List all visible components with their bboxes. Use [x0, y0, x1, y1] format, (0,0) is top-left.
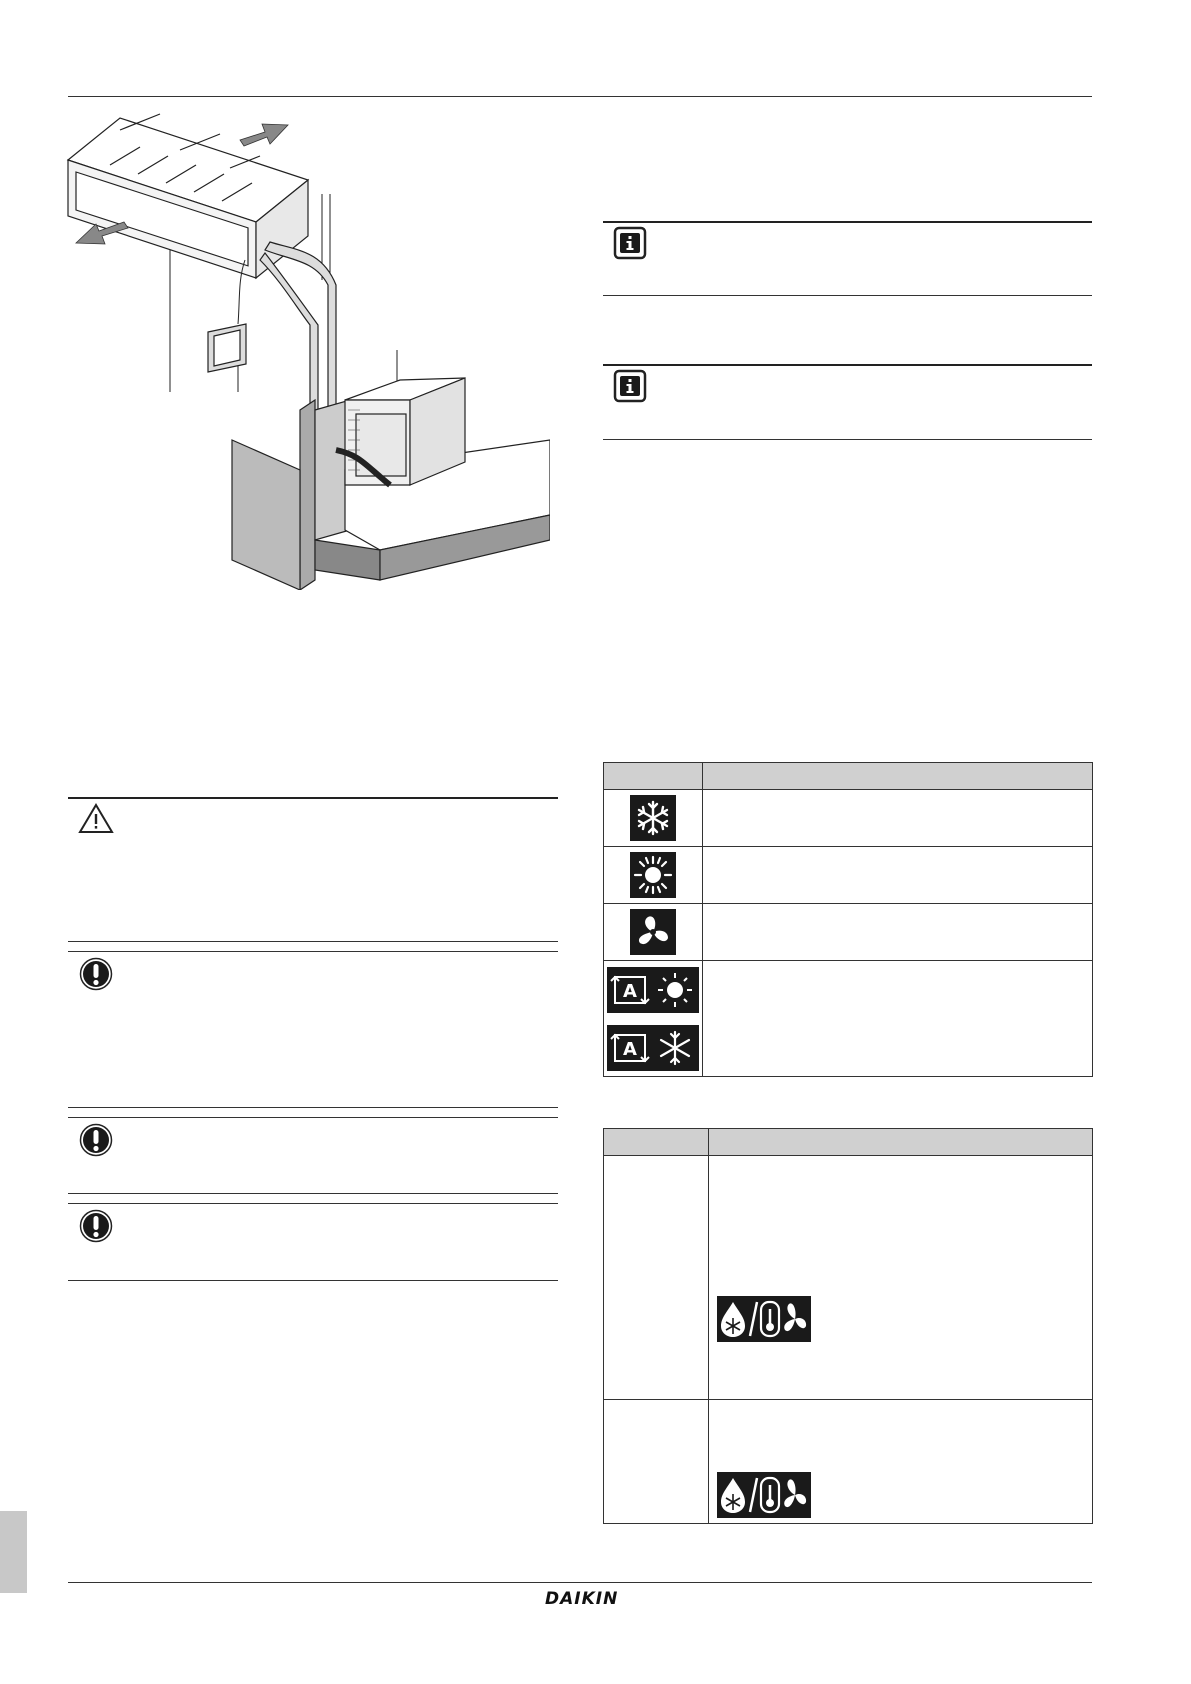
mode-description — [703, 961, 1093, 1077]
exclamation-circle-icon — [79, 1209, 113, 1243]
table-header-function — [604, 1129, 709, 1156]
header-rule — [68, 96, 1092, 97]
caution-rule-top-3 — [68, 1203, 558, 1204]
function-label — [604, 1400, 709, 1524]
note-rule-bottom-1 — [603, 295, 1092, 296]
section-side-tab — [0, 1511, 27, 1593]
warning-triangle-icon — [78, 802, 114, 834]
warning-rule-bottom — [68, 941, 558, 942]
table-row — [604, 1156, 1093, 1400]
exclamation-circle-icon — [79, 1123, 113, 1157]
dry-temperature-fan-combo-icon — [717, 1472, 811, 1518]
table-row — [604, 790, 1093, 847]
warning-rule-top — [68, 797, 558, 799]
note-rule-bottom-2 — [603, 439, 1092, 440]
operation-mode-table — [603, 762, 1093, 1077]
table-row — [604, 961, 1093, 1077]
auto-letter: A — [623, 1038, 637, 1060]
caution-rule-bottom-1 — [68, 1107, 558, 1108]
info-icon — [613, 226, 647, 260]
snowflake-icon — [630, 795, 676, 841]
info-icon — [613, 369, 647, 403]
table-header-row — [604, 763, 1093, 790]
air-inlet-arrow — [240, 124, 288, 146]
note-rule-top-2 — [603, 364, 1092, 366]
sun-icon — [630, 852, 676, 898]
table-header-row — [604, 1129, 1093, 1156]
warning-note — [78, 802, 114, 839]
note-rule-top-1 — [603, 221, 1092, 223]
caution-rule-top-1 — [68, 951, 558, 952]
table-row — [604, 904, 1093, 961]
caution-note-3 — [79, 1209, 113, 1248]
function-label — [604, 1156, 709, 1400]
auto-letter: A — [623, 980, 637, 1002]
mode-description — [703, 847, 1093, 904]
daikin-logo: DAIKIN — [545, 1589, 619, 1609]
caution-rule-bottom-3 — [68, 1280, 558, 1281]
caution-note-1 — [79, 957, 113, 996]
mode-description — [703, 790, 1093, 847]
dry-temperature-fan-combo-icon — [717, 1296, 811, 1342]
table-header-description — [709, 1129, 1093, 1156]
exclamation-circle-icon — [79, 957, 113, 991]
table-row — [604, 847, 1093, 904]
caution-rule-top-2 — [68, 1117, 558, 1118]
info-note-2 — [613, 369, 647, 408]
auto-cooling-icon — [607, 1025, 699, 1071]
info-note-1 — [613, 226, 647, 265]
remote-controller-drawing — [208, 324, 246, 372]
mode-description — [703, 904, 1093, 961]
caution-rule-bottom-2 — [68, 1193, 558, 1194]
function-table — [603, 1128, 1093, 1524]
table-header-icon — [604, 763, 703, 790]
table-header-description — [703, 763, 1093, 790]
fan-icon — [630, 909, 676, 955]
footer-rule — [68, 1582, 1092, 1583]
caution-note-2 — [79, 1123, 113, 1162]
table-row — [604, 1400, 1093, 1524]
installation-illustration — [60, 110, 550, 590]
auto-heating-icon — [607, 967, 699, 1013]
outdoor-unit-drawing — [345, 378, 465, 485]
